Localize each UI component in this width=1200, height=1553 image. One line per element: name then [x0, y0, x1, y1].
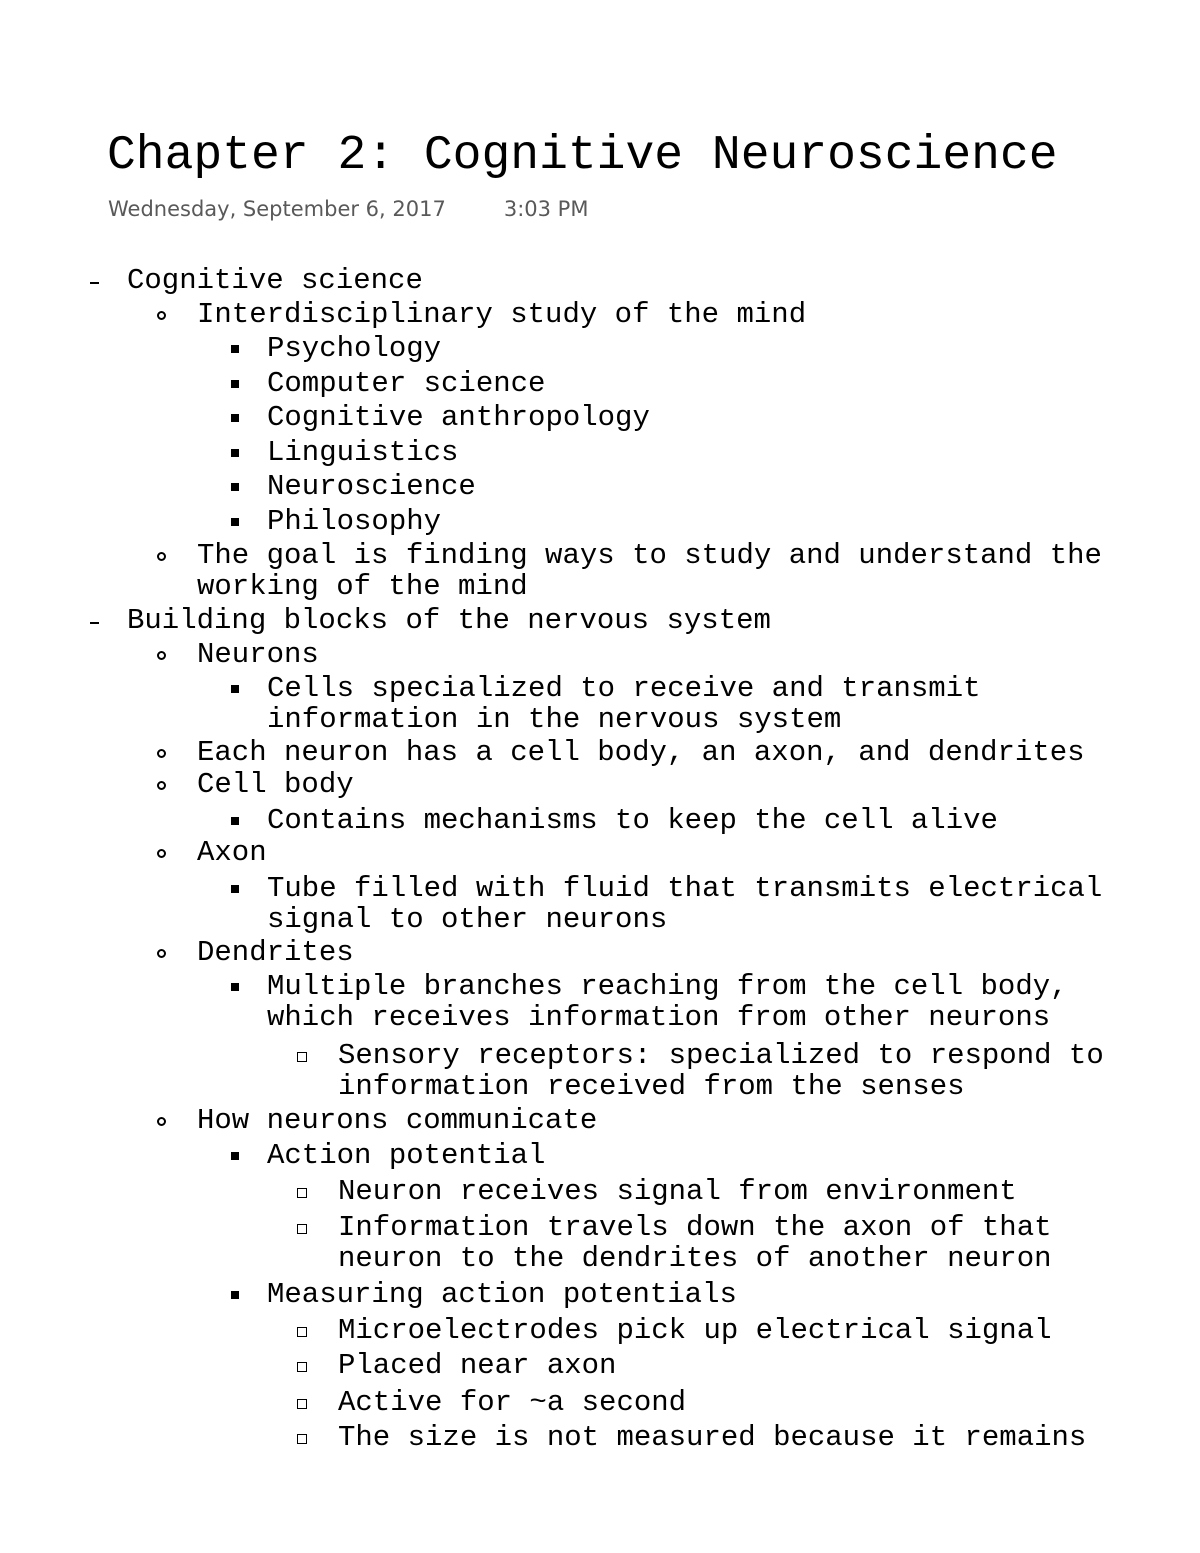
circle-bullet-icon	[157, 552, 166, 561]
outline-item-level-4: Information travels down the axon of that	[338, 1211, 1052, 1244]
page-time: 3:03 PM	[503, 197, 589, 221]
outline-item-level-3: Linguistics	[267, 436, 459, 469]
outline-item-level-1: Cognitive science	[127, 264, 423, 297]
dash-bullet-icon	[90, 282, 99, 284]
outline-item-level-3-continuation: information in the nervous system	[267, 703, 842, 736]
circle-bullet-icon	[157, 949, 166, 958]
outline-item-level-3-continuation: signal to other neurons	[267, 903, 668, 936]
outline-item-level-4: Placed near axon	[338, 1349, 617, 1382]
outline-item-level-1: Building blocks of the nervous system	[127, 604, 771, 637]
square-bullet-icon	[231, 380, 239, 388]
hollow-square-bullet-icon	[297, 1052, 307, 1062]
outline-item-level-2: Cell body	[197, 768, 354, 801]
outline-item-level-3: Philosophy	[267, 505, 442, 538]
outline-item-level-2: Dendrites	[197, 936, 354, 969]
square-bullet-icon	[231, 518, 239, 526]
hollow-square-bullet-icon	[297, 1399, 307, 1409]
square-bullet-icon	[231, 983, 239, 991]
outline-item-level-3: Psychology	[267, 332, 442, 365]
square-bullet-icon	[231, 817, 239, 825]
outline-item-level-4: Active for ~a second	[338, 1386, 687, 1419]
outline-item-level-3: Contains mechanisms to keep the cell alive	[267, 804, 998, 837]
hollow-square-bullet-icon	[297, 1188, 307, 1198]
square-bullet-icon	[231, 345, 239, 353]
hollow-square-bullet-icon	[297, 1327, 307, 1337]
circle-bullet-icon	[157, 749, 166, 758]
outline-item-level-3: Action potential	[267, 1139, 546, 1172]
outline-item-level-4-continuation: information received from the senses	[338, 1070, 965, 1103]
square-bullet-icon	[231, 449, 239, 457]
square-bullet-icon	[231, 483, 239, 491]
outline-item-level-2: Axon	[197, 836, 267, 869]
outline-item-level-3: Cognitive anthropology	[267, 401, 650, 434]
square-bullet-icon	[231, 1291, 239, 1299]
outline-item-level-2: The goal is finding ways to study and understand the	[197, 539, 1102, 572]
outline-item-level-3: Computer science	[267, 367, 546, 400]
outline-item-level-4: Microelectrodes pick up electrical signal	[338, 1314, 1052, 1347]
circle-bullet-icon	[157, 849, 166, 858]
dash-bullet-icon	[90, 622, 99, 624]
square-bullet-icon	[231, 885, 239, 893]
outline-item-level-2: How neurons communicate	[197, 1104, 598, 1137]
outline-item-level-3-continuation: which receives information from other neurons	[267, 1001, 1051, 1034]
hollow-square-bullet-icon	[297, 1434, 307, 1444]
outline-item-level-2-continuation: working of the mind	[197, 570, 528, 603]
square-bullet-icon	[231, 685, 239, 693]
outline-item-level-4-continuation: neuron to the dendrites of another neuron	[338, 1242, 1052, 1275]
outline-item-level-3: Tube filled with fluid that transmits electrical	[267, 872, 1103, 905]
square-bullet-icon	[231, 414, 239, 422]
page-date: Wednesday, September 6, 2017	[108, 197, 446, 221]
outline-item-level-2: Neurons	[197, 638, 319, 671]
circle-bullet-icon	[157, 781, 166, 790]
outline-item-level-4: The size is not measured because it remains	[338, 1421, 1087, 1454]
circle-bullet-icon	[157, 1117, 166, 1126]
outline-item-level-3: Multiple branches reaching from the cell body,	[267, 970, 1068, 1003]
circle-bullet-icon	[157, 651, 166, 660]
hollow-square-bullet-icon	[297, 1362, 307, 1372]
outline-item-level-3: Cells specialized to receive and transmit	[267, 672, 981, 705]
outline-item-level-4: Sensory receptors: specialized to respond to	[338, 1039, 1104, 1072]
outline-item-level-3: Neuroscience	[267, 470, 476, 503]
outline-item-level-3: Measuring action potentials	[267, 1278, 737, 1311]
outline-item-level-2: Interdisciplinary study of the mind	[197, 298, 807, 331]
outline-item-level-2: Each neuron has a cell body, an axon, and dendrites	[197, 736, 1085, 769]
outline-item-level-4: Neuron receives signal from environment	[338, 1175, 1017, 1208]
page-title: Chapter 2: Cognitive Neuroscience	[107, 129, 1058, 183]
circle-bullet-icon	[157, 311, 166, 320]
hollow-square-bullet-icon	[297, 1224, 307, 1234]
square-bullet-icon	[231, 1152, 239, 1160]
